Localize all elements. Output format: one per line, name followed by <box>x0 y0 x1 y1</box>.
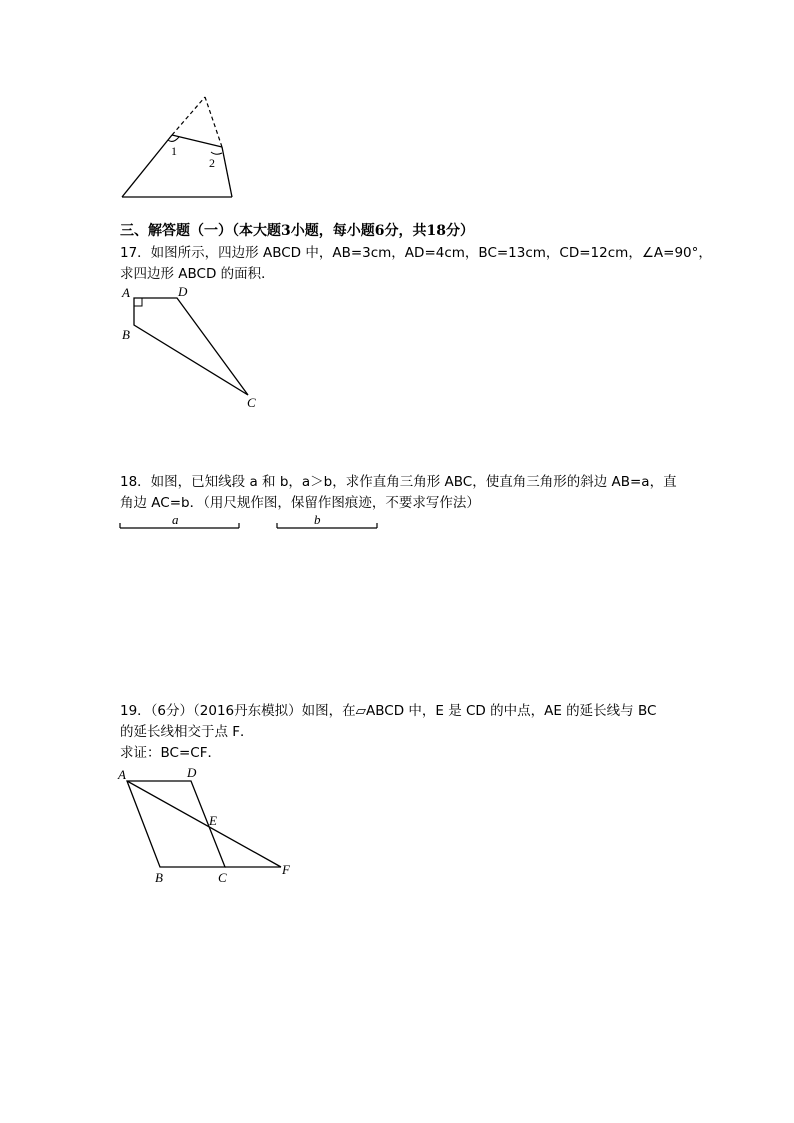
q18-text-line2: 角边 AC=b．（用尺规作图，保留作图痕迹，不要求写作法） <box>120 495 480 511</box>
cut-line <box>172 135 222 147</box>
triangle-figure-q16 <box>110 90 245 205</box>
segment-b-label: b <box>314 512 321 527</box>
right-side <box>222 147 232 197</box>
parallelogram-figure-q19 <box>115 762 300 887</box>
label-a: A <box>118 767 126 782</box>
left-side <box>122 135 172 197</box>
right-angle-mark <box>134 298 142 306</box>
label-b: B <box>122 327 130 342</box>
angle-arc-2 <box>211 152 222 154</box>
line-af <box>127 781 281 867</box>
q17-text-line2: 求四边形 ABCD 的面积． <box>120 266 275 282</box>
quadrilateral-figure-q17 <box>115 282 270 412</box>
q18-text-line1: 18．如图，已知线段 a 和 b，a＞b，求作直角三角形 ABC，使直角三角形的斜边 AB=a，直 <box>120 474 677 490</box>
label-f: F <box>282 862 290 877</box>
segments-figure-q18 <box>115 510 385 535</box>
q17-text-line1: 17．如图所示，四边形 ABCD 中，AB=3cm，AD=4cm，BC=13cm，CD=12cm，∠A=90°， <box>120 245 712 261</box>
label-b: B <box>155 870 163 885</box>
label-d: D <box>187 765 197 780</box>
label-a: A <box>122 285 130 300</box>
q19-text-line3: 求证：BC=CF． <box>120 745 221 761</box>
section-heading: 三、解答题（一）（本大题3小题，每小题6分，共18分） <box>120 223 474 239</box>
label-c: C <box>218 870 227 885</box>
q19-text-line2: 的延长线相交于点 F． <box>120 724 254 740</box>
dashed-left <box>172 97 205 135</box>
dashed-right <box>205 97 222 147</box>
segment-a-label: a <box>172 512 179 527</box>
q19-text-line1: 19．（6分）（2016丹东模拟）如图，在▱ABCD 中，E 是 CD 的中点，AE 的延长线与 BC <box>120 703 657 719</box>
label-c: C <box>247 395 256 410</box>
angle-label-1: 1 <box>171 144 177 158</box>
quadrilateral-abcd <box>134 298 248 395</box>
label-d: D <box>178 284 188 299</box>
label-e: E <box>209 813 217 828</box>
angle-label-2: 2 <box>209 156 215 170</box>
